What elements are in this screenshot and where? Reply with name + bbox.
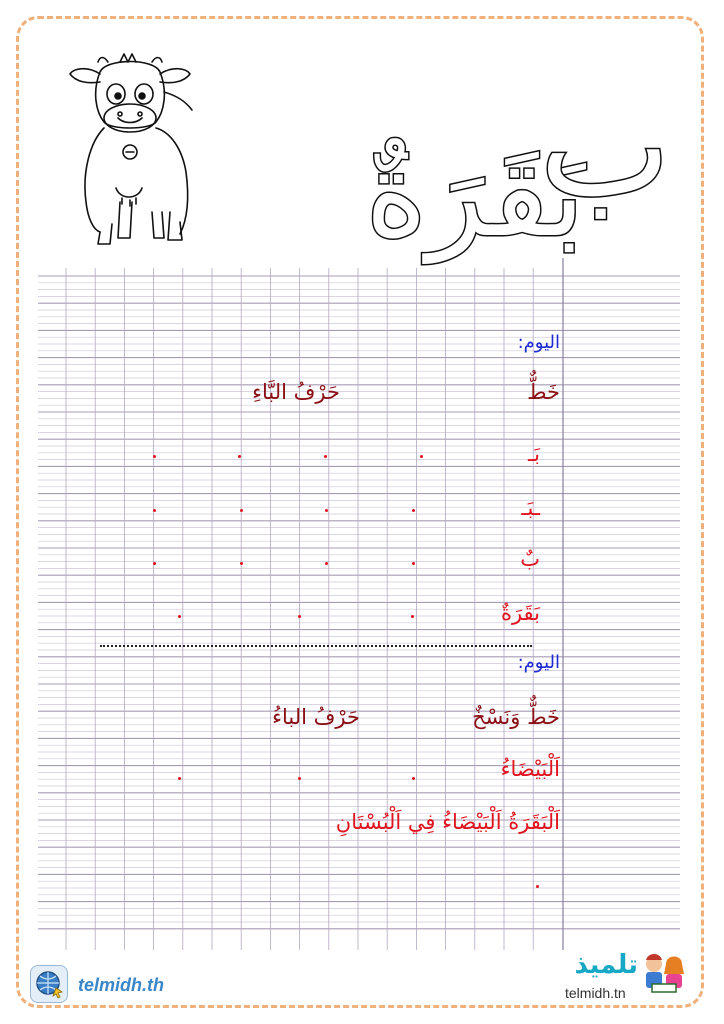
trace-dot xyxy=(412,509,415,512)
trace-dot xyxy=(411,615,414,618)
trace-dot xyxy=(238,455,241,458)
practice-row-label: ـبَـ xyxy=(521,496,540,520)
section1-title-right: حَرْفُ البَّاءِ xyxy=(252,380,340,404)
trace-dot xyxy=(412,777,415,780)
trace-dot xyxy=(178,777,181,780)
trace-dot xyxy=(420,455,423,458)
footer-brand-arabic: تلميذ xyxy=(574,950,638,980)
trace-dot xyxy=(240,509,243,512)
footer-left-brand[interactable]: telmidh.th xyxy=(78,975,164,995)
section1-title-left: خَطٌّ xyxy=(527,380,560,404)
trace-dot xyxy=(153,562,156,565)
trace-dot xyxy=(240,562,243,565)
trace-dot xyxy=(412,562,415,565)
section2-line1: اَلْبَيْضَاءُ xyxy=(500,757,560,781)
section2-title-left: خَطٌّ وَنَسْخٌ xyxy=(472,705,560,729)
trace-dot xyxy=(153,455,156,458)
trace-dot xyxy=(178,615,181,618)
section-separator xyxy=(100,645,532,647)
trace-dot xyxy=(536,885,539,888)
section2-title-right: حَرْفُ الباءُ xyxy=(272,705,360,729)
big-letter: ب xyxy=(539,66,671,229)
big-word: بَقَرَةٌ xyxy=(365,125,585,263)
date-label-1: اليوم: xyxy=(517,332,560,353)
practice-row-label: بَقَرَةٌ xyxy=(500,601,540,625)
practice-row-label: بَـ xyxy=(528,442,540,466)
section2-line2: اَلْبَقَرَةُ اَلْبَيْضَاءُ فِي اَلْبُسْتَانِ xyxy=(335,810,560,834)
trace-dot xyxy=(325,509,328,512)
footer-brand-url[interactable]: telmidh.tn xyxy=(565,985,626,1001)
globe-icon xyxy=(30,965,68,1003)
trace-dot xyxy=(298,777,301,780)
trace-dot xyxy=(298,615,301,618)
trace-dot xyxy=(153,509,156,512)
practice-row-label: بٌ xyxy=(520,547,540,571)
date-label-2: اليوم: xyxy=(517,652,560,673)
trace-dot xyxy=(324,455,327,458)
trace-dot xyxy=(325,562,328,565)
kids-reading-icon xyxy=(640,950,688,998)
